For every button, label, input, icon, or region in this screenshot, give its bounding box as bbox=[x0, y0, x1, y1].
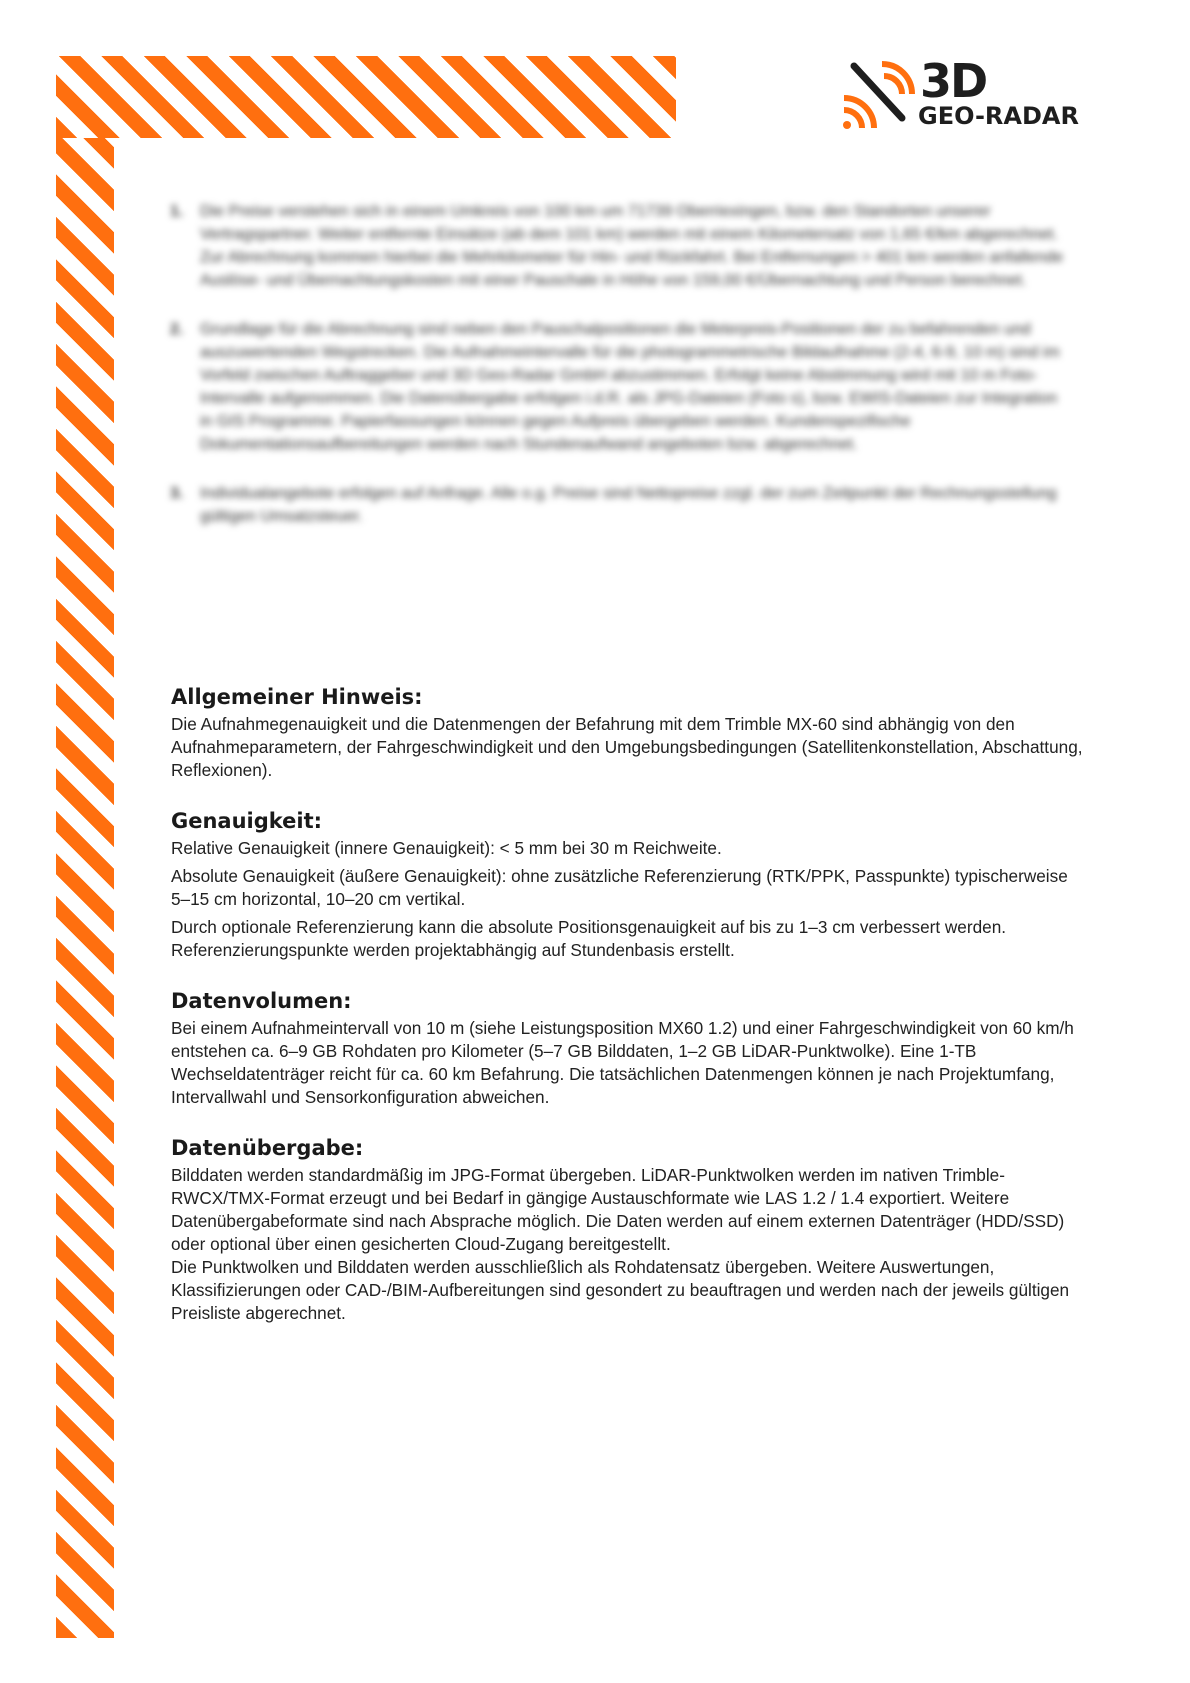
list-text: Individualangebote erfolgen auf Anfrage. Alle o.g. Preise sind Nettopreise zzgl. der zum Zeitpunkt der Rechnungsstellung gültigen Umsatzsteuer. bbox=[200, 485, 1057, 525]
section-hinweis bbox=[171, 686, 1091, 782]
blurred-numbered-list bbox=[170, 200, 1070, 554]
paragraph: Durch optionale Referenzierung kann die absolute Positionsgenauigkeit auf bis zu 1–3 cm verbessert werden. Referenzierungspunkte werden projektabhängig auf Stundenbasis erstellt. bbox=[171, 917, 1007, 960]
section-genauigkeit bbox=[171, 810, 1091, 962]
section-heading: Datenvolumen: bbox=[171, 989, 352, 1013]
section-heading: Allgemeiner Hinweis: bbox=[171, 685, 423, 709]
section-heading: Datenübergabe: bbox=[171, 1136, 364, 1160]
section-datenvolumen bbox=[171, 990, 1091, 1109]
list-text: Grundlage für die Abrechnung sind neben den Pauschalpositionen die Meterpreis-Positionen der zu befahrenden und auszuwertenden Wegstrecken. Die Aufnahmeintervalle für die photogrammetrische Bildaufnahme (2-4, 6-9, 10 m) sind im Vorfeld zwischen Auftraggeber und 3D Geo-Radar GmbH abzustimmen. Erfolgt keine Abstimmung wird mit 10 m Foto-Intervalle aufgenommen. Die Datenübergabe erfolgen i.d.R. als JPG-Dateien (Foto s), bzw. EWIS-Dateien zur Integration in GIS Programme. Papierfassungen können gegen Aufpreis übergeben werden. Kundenspezifische Dokumentationsaufbereitungen werden nach Stundenaufwand angeboten bzw. abgerechnet. bbox=[200, 321, 1060, 453]
list-number: 1. bbox=[170, 203, 184, 220]
main-content bbox=[171, 686, 1091, 1353]
paragraph: Relative Genauigkeit (innere Genauigkeit): < 5 mm bei 30 m Reichweite. bbox=[171, 838, 722, 858]
list-item bbox=[170, 482, 1070, 528]
paragraph: Die Punktwolken und Bilddaten werden ausschließlich als Rohdatensatz übergeben. Weitere Auswertungen, Klassifizierungen oder CAD-/BIM-Aufbereitungen sind gesondert zu beauftragen und werden nach der jeweils gültigen Preisliste abgerechnet. bbox=[171, 1257, 1070, 1323]
section-datenuebergabe bbox=[171, 1137, 1091, 1325]
list-item bbox=[170, 200, 1070, 292]
company-logo bbox=[840, 54, 1090, 138]
paragraph: Bilddaten werden standardmäßig im JPG-Format übergeben. LiDAR-Punktwolken werden im nativen Trimble-RWCX/TMX-Format erzeugt und bei Bedarf in gängige Austauschformate wie LAS 1.2 / 1.4 exportiert. Weitere Datenübergabeformate sind nach Absprache möglich. Die Daten werden auf einem externen Datenträger (HDD/SSD) oder optional über einen gesicherten Cloud-Zugang bereitgestellt. bbox=[171, 1165, 1065, 1254]
decorative-stripes-top bbox=[56, 56, 676, 138]
paragraph: Absolute Genauigkeit (äußere Genauigkeit): ohne zusätzliche Referenzierung (RTK/PPK, Passpunkte) typischerweise 5–15 cm horizontal, 10–20 cm vertikal. bbox=[171, 866, 1068, 909]
list-number: 3. bbox=[170, 485, 184, 502]
paragraph: Bei einem Aufnahmeintervall von 10 m (siehe Leistungsposition MX60 1.2) und einer Fahrgeschwindigkeit von 60 km/h entstehen ca. 6–9 GB Rohdaten pro Kilometer (5–7 GB Bilddaten, 1–2 GB LiDAR-Punktwolke). Eine 1-TB Wechseldatenträger reicht für ca. 60 km Befahrung. Die tatsächlichen Datenmengen können je nach Projektumfang, Intervallwahl und Sensorkonfiguration abweichen. bbox=[171, 1018, 1074, 1107]
section-heading: Genauigkeit: bbox=[171, 809, 323, 833]
list-item bbox=[170, 318, 1070, 456]
signal-icon bbox=[840, 58, 920, 138]
paragraph: Die Aufnahmegenauigkeit und die Datenmengen der Befahrung mit dem Trimble MX-60 sind abhängig von den Aufnahmeparametern, der Fahrgeschwindigkeit und den Umgebungsbedingungen (Satellitenkonstellation, Abschattung, Reflexionen). bbox=[171, 714, 1083, 780]
list-text: Die Preise verstehen sich in einem Umkreis von 100 km um 71739 Oberriexingen, bzw. den Standorten unserer Vertragspartner. Weiter entfernte Einsätze (ab dem 101 km) werden mit einem Kilometersatz von 1,65 €/km abgerechnet. Zur Abrechnung kommen hierbei die Mehrkilometer für Hin- und Rückfahrt. Bei Entfernungen > 401 km werden anfallende Auslöse- und Übernachtungskosten mit einer Pauschale in Höhe von 159,00 €/Übernachtung und Person berechnet. bbox=[200, 203, 1064, 289]
list-number: 2. bbox=[170, 321, 184, 338]
logo-text-sub: GEO-RADAR bbox=[918, 102, 1079, 130]
logo-text-main: 3D bbox=[920, 54, 987, 108]
decorative-stripes-left bbox=[56, 138, 114, 1638]
